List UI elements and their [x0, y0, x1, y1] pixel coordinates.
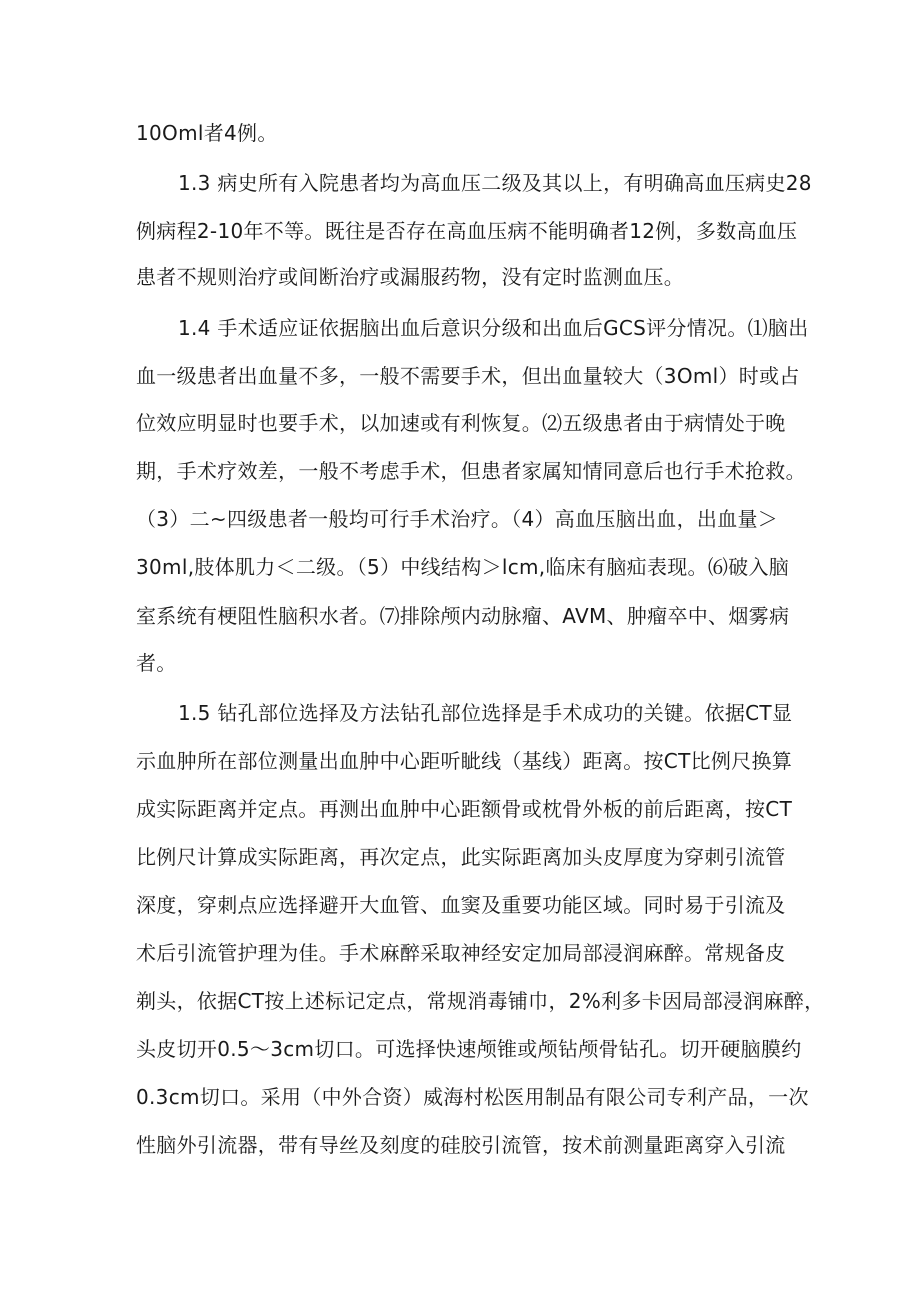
text-line: 成实际距离并定点。再测出血肿中心距额骨或枕骨外板的前后距离，按CT — [136, 797, 793, 821]
section-1-5-heading-line: 1.5 钻孔部位选择及方法钻孔部位选择是手术成功的关键。依据CT显 — [178, 701, 793, 725]
text-line: 术后引流管护理为佳。手术麻醉采取神经安定加局部浸润麻醉。常规备皮 — [136, 941, 786, 965]
text-line: 室系统有梗阻性脑积水者。⑺排除颅内动脉瘤、AVM、肿瘤卒中、烟雾病 — [136, 604, 790, 628]
text-line: 10Oml者4例。 — [136, 121, 278, 145]
text-line: 头皮切开0.5～3cm切口。可选择快速颅锥或颅钻颅骨钻孔。切开硬脑膜约 — [136, 1037, 802, 1061]
text-line: 例病程2-10年不等。既往是否存在高血压病不能明确者12例，多数高血压 — [136, 219, 798, 243]
text-line: 期，手术疗效差，一般不考虑手术，但患者家属知情同意后也行手术抢救。 — [136, 459, 806, 483]
text-line: 比例尺计算成实际距离，再次定点，此实际距离加头皮厚度为穿刺引流管 — [136, 845, 786, 869]
text-line: 性脑外引流器，带有导丝及刻度的硅胶引流管，按术前测量距离穿入引流 — [136, 1133, 786, 1157]
text-line: （3）二~四级患者一般均可行手术治疗。（4）高血压脑出血，出血量＞ — [136, 507, 779, 531]
text-line: 位效应明显时也要手术，以加速或有利恢复。⑵五级患者由于病情处于晚 — [136, 411, 786, 435]
text-line: 剃头，依据CT按上述标记定点，常规消毒铺巾，2%利多卡因局部浸润麻醉， — [136, 989, 825, 1013]
text-line: 深度，穿刺点应选择避开大血管、血窦及重要功能区域。同时易于引流及 — [136, 893, 786, 917]
section-1-4-heading-line: 1.4 手术适应证依据脑出血后意识分级和出血后GCS评分情况。⑴脑出 — [178, 316, 809, 340]
text-line: 示血肿所在部位测量出血肿中心距听眦线（基线）距离。按CT比例尺换算 — [136, 749, 793, 773]
text-line: 患者不规则治疗或间断治疗或漏服药物，没有定时监测血压。 — [136, 265, 685, 289]
text-line: 者。 — [136, 651, 177, 675]
text-line: 血一级患者出血量不多，一般不需要手术，但出血量较大（3Oml）时或占 — [136, 364, 800, 388]
section-1-3-heading-line: 1.3 病史所有入院患者均为高血压二级及其以上，有明确高血压病史28 — [178, 171, 812, 195]
text-line: 0.3cm切口。采用（中外合资）威海村松医用制品有限公司专利产品，一次 — [136, 1085, 809, 1109]
text-line: 30ml,肢体肌力＜二级。（5）中线结构＞lcm,临床有脑疝表现。⑹破入脑 — [136, 555, 790, 579]
